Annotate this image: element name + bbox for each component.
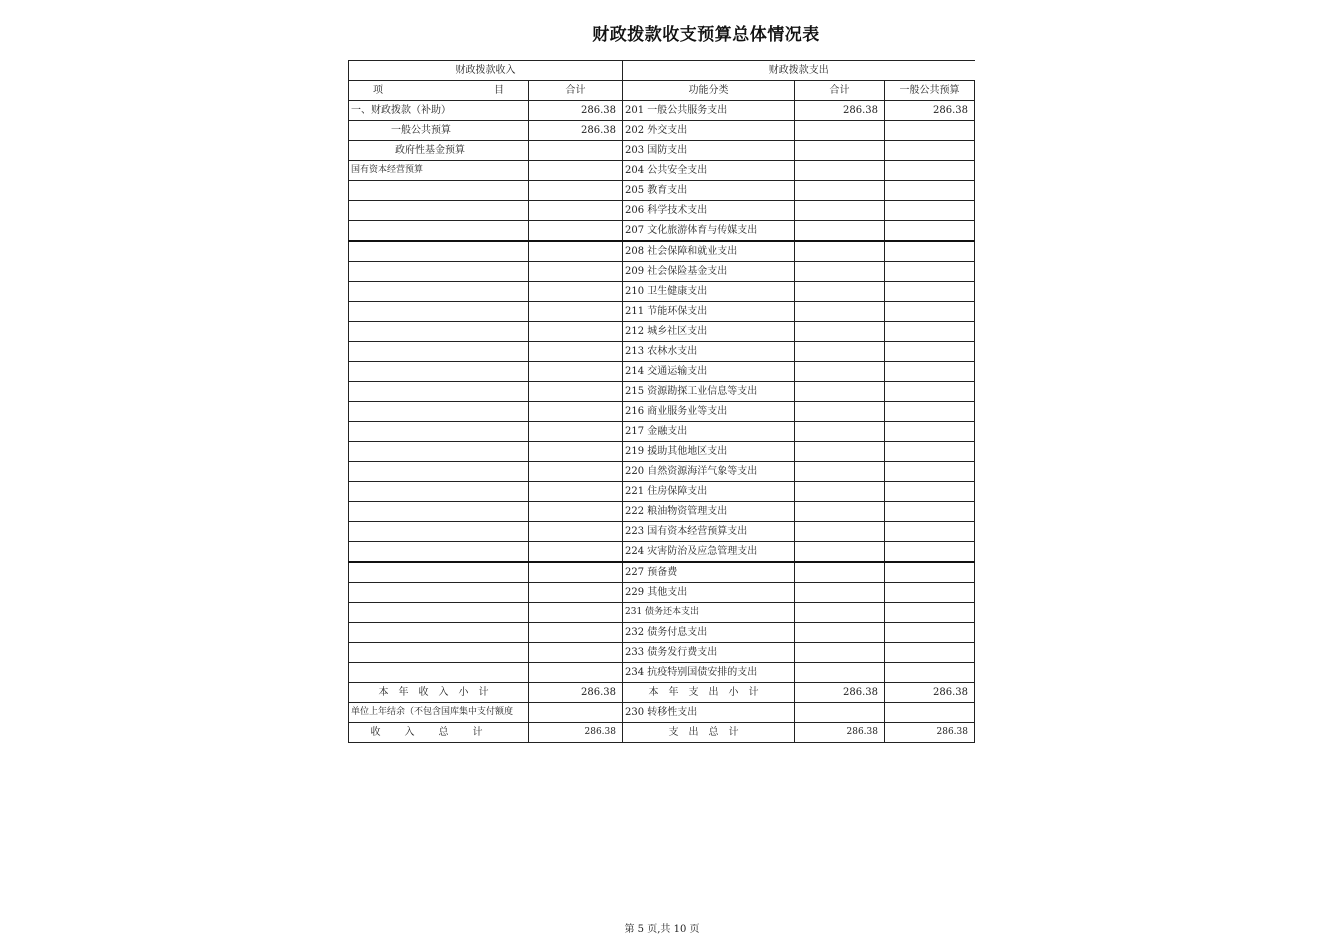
expense-general-cell: [885, 302, 975, 322]
table-row: [349, 121, 975, 141]
expense-general-cell: [885, 462, 975, 482]
expense-grand-total-label: 支出总计: [623, 723, 795, 743]
income-amount-cell: [529, 603, 623, 623]
expense-general-cell: [885, 141, 975, 161]
income-item-cell: 一般公共预算: [349, 121, 529, 141]
expense-general-cell: [885, 121, 975, 141]
income-amount-cell: [529, 643, 623, 663]
table-row: [349, 462, 975, 482]
table-row: [349, 502, 975, 522]
subtotal-row: [349, 683, 975, 703]
table-row: [349, 643, 975, 663]
income-item-cell: [349, 583, 529, 603]
income-amount-cell: [529, 482, 623, 502]
expense-function-cell: 214 交通运输支出: [623, 362, 795, 382]
general-budget-header: 一般公共预算: [885, 81, 975, 101]
expense-general-cell: [885, 181, 975, 201]
expense-total-cell: [795, 201, 885, 221]
income-amount-cell: [529, 663, 623, 683]
table-row: [349, 221, 975, 242]
expense-subtotal-total: 286.38: [795, 683, 885, 703]
table-row: [349, 322, 975, 342]
expense-function-cell: 213 农林水支出: [623, 342, 795, 362]
expense-total-cell: [795, 282, 885, 302]
income-subtotal-amount: 286.38: [529, 683, 623, 703]
income-item-cell: [349, 221, 529, 242]
table-row: [349, 562, 975, 583]
income-item-cell: [349, 181, 529, 201]
expense-function-cell: 212 城乡社区支出: [623, 322, 795, 342]
item-header: [349, 81, 529, 101]
income-amount-cell: [529, 342, 623, 362]
income-item-cell: [349, 382, 529, 402]
table-row: [349, 362, 975, 382]
expense-total-header: 合计: [795, 81, 885, 101]
expense-general-cell: [885, 422, 975, 442]
expense-function-cell: 232 债务付息支出: [623, 623, 795, 643]
transfer-expense-general: [885, 703, 975, 723]
income-item-cell: [349, 241, 529, 262]
expense-total-cell: [795, 362, 885, 382]
expense-function-cell: 204 公共安全支出: [623, 161, 795, 181]
income-amount-cell: [529, 322, 623, 342]
income-item-cell: [349, 663, 529, 683]
page-footer: 第 5 页,共 10 页: [624, 924, 700, 935]
expense-general-cell: [885, 262, 975, 282]
function-class-header: 功能分类: [623, 81, 795, 101]
expense-function-cell: 215 资源勘探工业信息等支出: [623, 382, 795, 402]
income-item-cell: [349, 201, 529, 221]
income-item-cell: [349, 422, 529, 442]
income-amount-cell: [529, 161, 623, 181]
expense-function-cell: 211 节能环保支出: [623, 302, 795, 322]
expense-function-cell: 231 债务还本支出: [623, 603, 795, 623]
expense-total-cell: [795, 181, 885, 201]
expense-total-cell: [795, 221, 885, 242]
expense-total-cell: [795, 623, 885, 643]
income-amount-cell: [529, 362, 623, 382]
expense-general-cell: [885, 402, 975, 422]
carryover-label: 单位上年结余（不包含国库集中支付额度: [349, 703, 529, 723]
table-row: [349, 141, 975, 161]
income-item-cell: [349, 282, 529, 302]
income-item-cell: [349, 262, 529, 282]
expense-function-cell: 222 粮油物资管理支出: [623, 502, 795, 522]
income-amount-cell: [529, 623, 623, 643]
income-grand-total-label: 收入总计: [349, 723, 529, 743]
expense-total-cell: [795, 241, 885, 262]
expense-total-cell: [795, 342, 885, 362]
income-item-cell: [349, 482, 529, 502]
income-amount-cell: 286.38: [529, 121, 623, 141]
expense-function-cell: 201 一般公共服务支出: [623, 101, 795, 121]
income-item-cell: 一、财政拨款（补助）: [349, 101, 529, 121]
table-row: [349, 342, 975, 362]
income-grand-total-amount: 286.38: [529, 723, 623, 743]
income-subtotal-label: 本年收入小计: [349, 683, 529, 703]
income-item-cell: 国有资本经营预算: [349, 161, 529, 181]
expense-function-cell: 219 援助其他地区支出: [623, 442, 795, 462]
income-item-cell: [349, 643, 529, 663]
expense-total-cell: [795, 141, 885, 161]
income-amount-cell: [529, 221, 623, 242]
income-item-cell: [349, 442, 529, 462]
expense-total-cell: [795, 603, 885, 623]
budget-table: [348, 60, 975, 743]
expense-total-cell: [795, 502, 885, 522]
table-row: [349, 442, 975, 462]
expense-general-cell: 286.38: [885, 101, 975, 121]
income-item-cell: [349, 542, 529, 563]
table-row: [349, 482, 975, 502]
income-amount-cell: [529, 262, 623, 282]
expense-general-cell: [885, 583, 975, 603]
expense-general-cell: [885, 241, 975, 262]
table-row: [349, 161, 975, 181]
expense-total-cell: 286.38: [795, 101, 885, 121]
table-row: [349, 181, 975, 201]
expense-total-cell: [795, 382, 885, 402]
income-amount-cell: [529, 382, 623, 402]
income-amount-cell: [529, 181, 623, 201]
expense-function-cell: 209 社会保险基金支出: [623, 262, 795, 282]
expense-function-cell: 208 社会保障和就业支出: [623, 241, 795, 262]
expense-total-cell: [795, 663, 885, 683]
expense-function-cell: 216 商业服务业等支出: [623, 402, 795, 422]
table-row: [349, 603, 975, 623]
income-amount-cell: [529, 241, 623, 262]
income-group-header: 财政拨款收入: [349, 61, 623, 81]
expense-total-cell: [795, 322, 885, 342]
expense-general-cell: [885, 322, 975, 342]
table-row: [349, 583, 975, 603]
expense-total-cell: [795, 402, 885, 422]
expense-function-cell: 221 住房保障支出: [623, 482, 795, 502]
income-amount-cell: [529, 502, 623, 522]
income-item-cell: [349, 302, 529, 322]
income-amount-cell: [529, 462, 623, 482]
income-item-cell: 政府性基金预算: [349, 141, 529, 161]
income-item-cell: [349, 562, 529, 583]
expense-total-cell: [795, 161, 885, 181]
income-item-cell: [349, 502, 529, 522]
expense-function-cell: 202 外交支出: [623, 121, 795, 141]
expense-total-cell: [795, 442, 885, 462]
income-amount-cell: [529, 422, 623, 442]
table-row: [349, 282, 975, 302]
table-row: [349, 262, 975, 282]
expense-total-cell: [795, 643, 885, 663]
expense-total-cell: [795, 302, 885, 322]
expense-general-cell: [885, 562, 975, 583]
expense-general-cell: [885, 221, 975, 242]
grand-total-row: [349, 723, 975, 743]
expense-total-cell: [795, 422, 885, 442]
expense-grand-total-general: 286.38: [885, 723, 975, 743]
income-item-cell: [349, 362, 529, 382]
expense-function-cell: 234 抗疫特别国债安排的支出: [623, 663, 795, 683]
expense-total-cell: [795, 482, 885, 502]
group-header-row: [349, 61, 975, 81]
expense-general-cell: [885, 502, 975, 522]
income-amount-cell: [529, 302, 623, 322]
income-total-header: 合计: [529, 81, 623, 101]
table-row: [349, 382, 975, 402]
expense-function-cell: 210 卫生健康支出: [623, 282, 795, 302]
income-amount-cell: 286.38: [529, 101, 623, 121]
expense-total-cell: [795, 522, 885, 542]
expense-general-cell: [885, 201, 975, 221]
income-item-cell: [349, 522, 529, 542]
carryover-row: [349, 703, 975, 723]
income-amount-cell: [529, 402, 623, 422]
transfer-expense-total: [795, 703, 885, 723]
expense-function-cell: 220 自然资源海洋气象等支出: [623, 462, 795, 482]
page-title: 财政拨款收支预算总体情况表: [592, 25, 820, 45]
item-header-right: 目: [494, 85, 504, 96]
expense-general-cell: [885, 342, 975, 362]
expense-general-cell: [885, 282, 975, 302]
transfer-expense-label: 230 转移性支出: [623, 703, 795, 723]
expense-total-cell: [795, 542, 885, 563]
expense-function-cell: 224 灾害防治及应急管理支出: [623, 542, 795, 563]
income-amount-cell: [529, 442, 623, 462]
item-header-left: 项: [373, 85, 383, 96]
income-amount-cell: [529, 141, 623, 161]
expense-subtotal-label: 本年支出小计: [623, 683, 795, 703]
expense-total-cell: [795, 562, 885, 583]
expense-function-cell: 206 科学技术支出: [623, 201, 795, 221]
expense-general-cell: [885, 382, 975, 402]
income-item-cell: [349, 462, 529, 482]
expense-general-cell: [885, 362, 975, 382]
expense-function-cell: 227 预备费: [623, 562, 795, 583]
income-item-cell: [349, 322, 529, 342]
table-row: [349, 542, 975, 563]
expense-general-cell: [885, 663, 975, 683]
income-amount-cell: [529, 583, 623, 603]
expense-total-cell: [795, 262, 885, 282]
expense-general-cell: [885, 643, 975, 663]
expense-function-cell: 233 债务发行费支出: [623, 643, 795, 663]
expense-total-cell: [795, 121, 885, 141]
table-row: [349, 201, 975, 221]
expense-total-cell: [795, 462, 885, 482]
table-row: [349, 422, 975, 442]
expense-general-cell: [885, 603, 975, 623]
expense-function-cell: 217 金融支出: [623, 422, 795, 442]
income-amount-cell: [529, 522, 623, 542]
expense-general-cell: [885, 482, 975, 502]
expense-subtotal-general: 286.38: [885, 683, 975, 703]
expense-total-cell: [795, 583, 885, 603]
income-amount-cell: [529, 562, 623, 583]
expense-general-cell: [885, 161, 975, 181]
income-item-cell: [349, 402, 529, 422]
expense-general-cell: [885, 623, 975, 643]
expense-function-cell: 223 国有资本经营预算支出: [623, 522, 795, 542]
table-row: [349, 623, 975, 643]
table-row: [349, 402, 975, 422]
income-amount-cell: [529, 542, 623, 563]
carryover-amount: [529, 703, 623, 723]
expense-general-cell: [885, 442, 975, 462]
expense-function-cell: 229 其他支出: [623, 583, 795, 603]
column-header-row: [349, 81, 975, 101]
expense-grand-total-total: 286.38: [795, 723, 885, 743]
table-row: [349, 101, 975, 121]
income-amount-cell: [529, 201, 623, 221]
income-item-cell: [349, 603, 529, 623]
expense-general-cell: [885, 522, 975, 542]
income-amount-cell: [529, 282, 623, 302]
expense-function-cell: 207 文化旅游体育与传媒支出: [623, 221, 795, 242]
income-item-cell: [349, 342, 529, 362]
table-row: [349, 663, 975, 683]
income-item-cell: [349, 623, 529, 643]
expense-function-cell: 205 教育支出: [623, 181, 795, 201]
table-row: [349, 241, 975, 262]
table-row: [349, 302, 975, 322]
table-row: [349, 522, 975, 542]
expense-general-cell: [885, 542, 975, 563]
expense-group-header: 财政拨款支出: [623, 61, 975, 81]
expense-function-cell: 203 国防支出: [623, 141, 795, 161]
